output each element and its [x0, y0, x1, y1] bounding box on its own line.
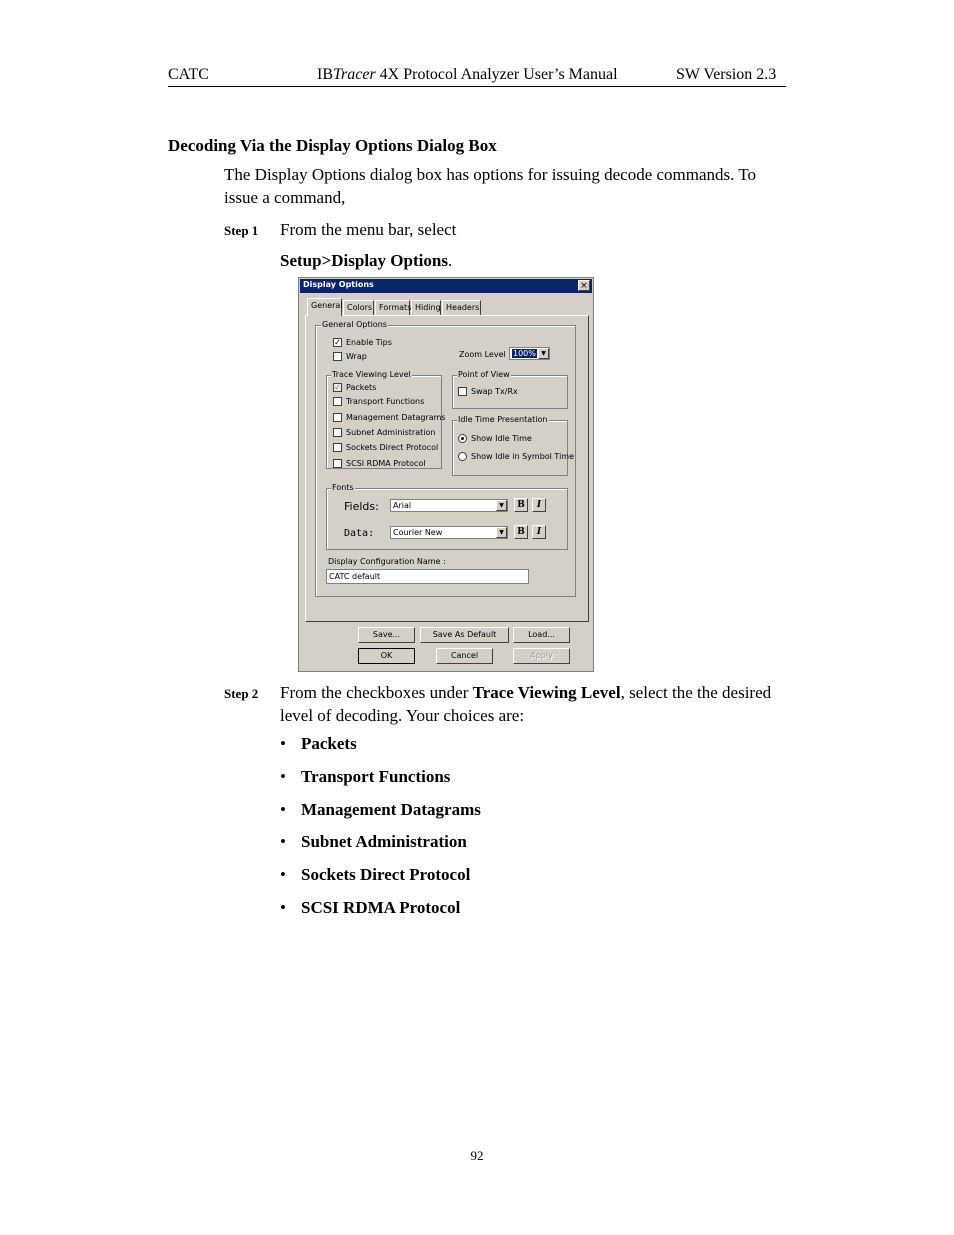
- step2-text-before: From the checkboxes under: [280, 683, 473, 702]
- data-font-label: Data:: [344, 528, 375, 539]
- scsi-rdma-protocol-label: SCSI RDMA Protocol: [346, 459, 426, 468]
- intro-paragraph: The Display Options dialog box has options for issuing decode commands. To issue a command,: [224, 165, 757, 207]
- data-italic-button[interactable]: I: [532, 525, 546, 539]
- fields-italic-button[interactable]: I: [532, 498, 546, 512]
- management-datagrams-label: Management Datagrams: [346, 413, 446, 422]
- list-item: [280, 800, 481, 833]
- data-font-select[interactable]: [390, 526, 508, 539]
- tab-colors[interactable]: Colors: [343, 300, 374, 315]
- header-tracer: Tracer: [333, 66, 376, 83]
- fonts-label: Fonts: [332, 483, 354, 492]
- header-suffix: 4X Protocol Analyzer User’s Manual: [375, 66, 618, 83]
- cancel-button[interactable]: Cancel: [436, 648, 493, 664]
- choice-label: Subnet Administration: [301, 832, 467, 852]
- fields-bold-button[interactable]: B: [514, 498, 528, 512]
- wrap-label: Wrap: [346, 352, 367, 361]
- save-as-default-button[interactable]: Save As Default: [420, 627, 509, 643]
- choice-label: Packets: [301, 734, 357, 753]
- show-idle-symbol-radio[interactable]: [458, 452, 467, 461]
- step2-label: Step 2: [224, 686, 259, 701]
- swap-txrx-label: Swap Tx/Rx: [471, 387, 518, 396]
- step2-text-after: , select the the desired level of decoding. Your choices are:: [280, 683, 772, 725]
- management-datagrams-checkbox[interactable]: [333, 413, 342, 422]
- choice-label: SCSI RDMA Protocol: [301, 897, 461, 917]
- list-item: [280, 832, 481, 865]
- trace-viewing-level-label: Trace Viewing Level: [332, 370, 411, 379]
- header-rule: [168, 86, 786, 87]
- show-idle-time-label: Show Idle Time: [471, 434, 532, 443]
- tab-hiding[interactable]: Hiding: [411, 300, 441, 315]
- swap-txrx-checkbox[interactable]: [458, 387, 467, 396]
- subnet-administration-label: Subnet Administration: [346, 428, 436, 437]
- header-left: CATC: [168, 66, 209, 83]
- choices-list: [280, 734, 481, 931]
- chevron-down-icon[interactable]: ▼: [496, 527, 507, 538]
- dialog-title: Display Options: [303, 280, 374, 289]
- chevron-down-icon[interactable]: ▼: [538, 348, 549, 359]
- tab-headers[interactable]: Headers: [442, 300, 481, 315]
- wrap-checkbox[interactable]: [333, 352, 342, 361]
- menu-path-period: .: [447, 251, 453, 270]
- transport-functions-checkbox[interactable]: [333, 397, 342, 406]
- data-bold-button[interactable]: B: [514, 525, 528, 539]
- trace-viewing-level-group: [326, 375, 442, 469]
- tab-formats[interactable]: Formats: [375, 300, 410, 315]
- step1-label: Step 1: [224, 223, 259, 238]
- zoom-level-select[interactable]: [509, 347, 550, 360]
- bullet: •: [280, 897, 286, 917]
- idle-time-label: Idle Time Presentation: [458, 415, 548, 424]
- bullet: •: [280, 832, 286, 852]
- enable-tips-checkbox[interactable]: ✓: [334, 338, 341, 347]
- close-icon[interactable]: ×: [578, 280, 590, 291]
- zoom-level-value: 100%: [513, 349, 536, 358]
- point-of-view-label: Point of View: [458, 370, 510, 379]
- config-name-label: Display Configuration Name :: [328, 557, 446, 566]
- header-manual-title: [317, 66, 618, 84]
- step2-text: [280, 681, 780, 727]
- sockets-direct-protocol-checkbox[interactable]: [333, 443, 342, 452]
- load-button[interactable]: Load...: [513, 627, 570, 643]
- section-title: Decoding Via the Display Options Dialog Box: [168, 136, 497, 155]
- general-options-label: General Options: [322, 320, 387, 329]
- dialog-titlebar: [300, 279, 592, 293]
- show-idle-symbol-label: Show Idle in Symbol Time: [471, 452, 575, 461]
- choice-label: Management Datagrams: [301, 799, 481, 819]
- step1-menu-path: [280, 251, 452, 271]
- list-item: [280, 865, 481, 898]
- choice-label: Sockets Direct Protocol: [301, 865, 471, 885]
- bullet: •: [280, 734, 286, 753]
- save-button[interactable]: Save...: [358, 627, 415, 643]
- menu-path-bold: Setup>Display Options: [280, 251, 448, 270]
- display-options-dialog: [298, 277, 594, 672]
- idle-time-group: [452, 420, 568, 476]
- scsi-rdma-protocol-checkbox[interactable]: [333, 459, 342, 468]
- fields-font-select[interactable]: [390, 499, 508, 512]
- chevron-down-icon[interactable]: ▼: [496, 500, 507, 511]
- fields-font-value: Arial: [393, 501, 412, 510]
- header-version: SW Version 2.3: [676, 66, 777, 83]
- step2-text-bold: Trace Viewing Level: [472, 683, 621, 702]
- ok-button[interactable]: OK: [358, 648, 415, 664]
- bullet: •: [280, 865, 286, 885]
- subnet-administration-checkbox[interactable]: [333, 428, 342, 437]
- tab-general[interactable]: General: [307, 298, 342, 316]
- packets-checkbox[interactable]: ✓: [334, 383, 341, 392]
- bullet: •: [280, 766, 286, 786]
- header-ib: IB: [317, 66, 333, 83]
- page-number: 92: [470, 1148, 484, 1163]
- list-item: [280, 734, 481, 767]
- bullet: •: [280, 799, 286, 819]
- list-item: [280, 767, 481, 800]
- fields-font-label: Fields:: [344, 500, 379, 513]
- list-item: [280, 898, 481, 931]
- transport-functions-label: Transport Functions: [346, 397, 425, 406]
- sockets-direct-protocol-label: Sockets Direct Protocol: [346, 443, 439, 452]
- config-name-input[interactable]: CATC default: [326, 569, 529, 584]
- enable-tips-label: Enable Tips: [346, 338, 392, 347]
- apply-button[interactable]: Apply: [513, 648, 570, 664]
- show-idle-time-radio[interactable]: [458, 434, 467, 443]
- step1-text: From the menu bar, select: [280, 220, 457, 239]
- general-tab-panel: [305, 315, 589, 622]
- zoom-level-label: Zoom Level: [459, 350, 506, 359]
- data-font-value: Courier New: [393, 528, 443, 537]
- choice-label: Transport Functions: [301, 766, 451, 786]
- packets-label: Packets: [346, 383, 377, 392]
